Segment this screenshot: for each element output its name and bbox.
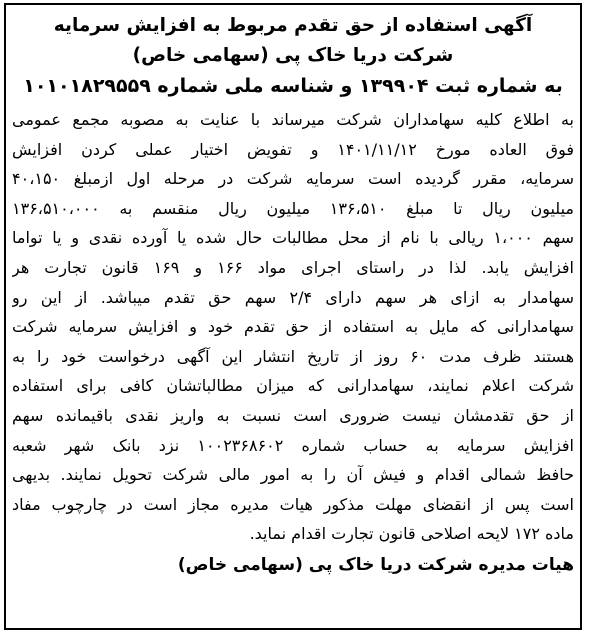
- body-line: سهامدار به ازای هر سهم دارای ۲/۴ سهم حق تقدم میباشد. از این رو: [12, 287, 574, 307]
- body-line: است پس از انقضای مهلت مذکور هیات مدیره مجاز است در چارچوب مفاد: [12, 494, 574, 514]
- body-line: ماده ۱۷۲ لایحه اصلاحی قانون تجارت اقدام نماید.: [249, 524, 574, 544]
- body-line: افزایش یابد. لذا در راستای اجرای مواد ۱۶۶ و ۱۶۹ قانون تجارت هر: [12, 257, 574, 277]
- body-line: سرمایه، مقرر گردیده است سرمایه شرکت در مرحله اول ازمبلغ ۴۰،۱۵۰: [12, 169, 574, 189]
- notice-body: [12, 105, 574, 549]
- body-line: میلیون ریال تا مبلغ ۱۳۶،۵۱۰ میلیون ریال منقسم به ۱۳۶،۵۱۰،۰۰۰: [12, 198, 574, 218]
- body-line: شرکت اعلام نمایند، سهامدارانی که میزان مطالباتشان کافی برای استفاده: [12, 376, 574, 396]
- body-line: به اطلاع کلیه سهامداران شرکت میرساند با عنایت به مصوبه مجمع عمومی: [12, 110, 574, 129]
- body-line: از حق تقدمشان نیست ضروری است نسبت به واریز نقدی باقیمانده سهم: [12, 405, 574, 425]
- notice-title: آگهی استفاده از حق تقدم مربوط به افزایش سرمایه: [53, 15, 533, 36]
- body-line: حافظ شمالی اقدام و فیش آن را به امور مالی شرکت تحویل نمایند. بدیهی: [12, 465, 574, 485]
- body-line: سهامدارانی که مایل به استفاده از حق تقدم خود و افزایش سرمایه شرکت: [12, 317, 574, 337]
- body-line: افزایش سرمایه به حساب شماره ۱۰۰۲۳۶۸۶۰۲ نزد بانک شهر شعبه: [12, 435, 574, 455]
- body-line: فوق العاده مورخ ۱۴۰۱/۱۱/۱۲ و تفویض اختیار عملی کردن افزایش: [12, 139, 574, 159]
- signature: هیات مدیره شرکت دریا خاک پی (سهامی خاص): [177, 554, 574, 575]
- body-line: سهم ۱،۰۰۰ ریالی با نام از محل مطالبات حال شده یا آورده نقدی و یا تواما: [12, 228, 574, 248]
- company-name: شرکت دریا خاک پی (سهامی خاص): [132, 45, 454, 66]
- body-line: هستند ظرف مدت ۶۰ روز از تاریخ انتشار این آگهی درخواست خود را به: [12, 346, 574, 366]
- registration-info: به شماره ثبت ۱۳۹۹۰۴ و شناسه ملی شماره ۱۰۱۰۱۸۲۹۵۵۹: [23, 75, 563, 97]
- newspaper-notice: [4, 3, 582, 630]
